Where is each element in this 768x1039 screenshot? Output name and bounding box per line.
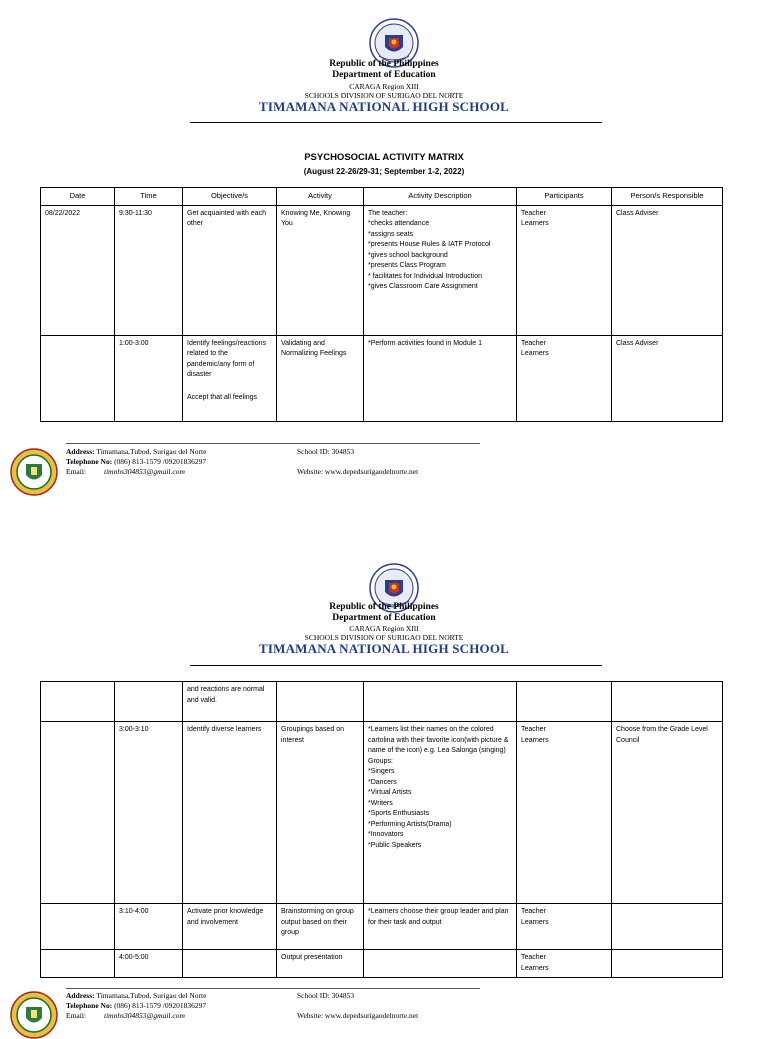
document-subtitle: (August 22-26/29-31; September 1-2, 2022) [303, 167, 465, 176]
header-date: Date [41, 188, 115, 206]
cell-responsible [612, 904, 723, 950]
cell-date [41, 722, 115, 904]
cell-participants: Teacher Learners [517, 722, 612, 904]
footer-website: Website: www.depedsurigaodelnorte.net [297, 1011, 419, 1020]
footer-school-id: School ID: 304853 [297, 447, 355, 456]
header-divider [190, 665, 602, 666]
footer-website: Website: www.depedsurigaodelnorte.net [297, 467, 419, 476]
cell-objective [183, 950, 277, 978]
cell-time [115, 682, 183, 722]
table-row [41, 335, 723, 421]
cell-participants: Teacher Learners [517, 904, 612, 950]
cell-time: 9:30-11:30 [115, 205, 183, 335]
footer-telephone: Telephone No: (086) 813-1579 /09201836297 [66, 1001, 207, 1010]
cell-objective: Activate prior knowledge and involvement [183, 904, 277, 950]
table-row [41, 950, 723, 978]
cell-responsible [612, 682, 723, 722]
school-name: TIMAMANA NATIONAL HIGH SCHOOL [258, 99, 510, 114]
school-seal-logo [10, 448, 58, 496]
footer-school-id: School ID: 304853 [297, 991, 355, 1000]
cell-responsible: Class Adviser [612, 205, 723, 335]
cell-activity: Output presentation [277, 950, 364, 978]
footer-divider [66, 988, 480, 989]
cell-time: 3:00-3:10 [115, 722, 183, 904]
header-divider [190, 122, 602, 123]
document-title: PSYCHOSOCIAL ACTIVITY MATRIX [304, 152, 464, 163]
department-text: Department of Education [332, 613, 436, 623]
school-name: TIMAMANA NATIONAL HIGH SCHOOL [258, 641, 510, 656]
cell-participants: Teacher Learners [517, 335, 612, 421]
cell-date [41, 950, 115, 978]
cell-description [364, 682, 517, 722]
cell-activity: Knowing Me, Knowing You [277, 205, 364, 335]
republic-text: Republic of the Philippines [329, 602, 439, 612]
cell-objective: Identify diverse learners [183, 722, 277, 904]
department-text: Department of Education [332, 70, 436, 80]
cell-activity [277, 682, 364, 722]
cell-description: The teacher: *checks attendance *assigns seats *presents House Rules & IATF Protocol *gives school background *presents Class Program * facilitates for Individual Introduction *gives Classroom Care Assignment [364, 205, 517, 335]
region-text: CARAGA Region XIII [349, 624, 419, 633]
republic-text: Republic of the Philippines [329, 59, 439, 69]
header-time: Time [115, 188, 183, 206]
division-text: SCHOOLS DIVISION OF SURIGAO DEL NORTE [304, 91, 464, 100]
cell-description: *Perform activities found in Module 1 [364, 335, 517, 421]
cell-participants: Teacher Learners [517, 950, 612, 978]
cell-date [41, 904, 115, 950]
cell-responsible [612, 950, 723, 978]
cell-participants [517, 682, 612, 722]
region-text: CARAGA Region XIII [349, 82, 419, 91]
division-text: SCHOOLS DIVISION OF SURIGAO DEL NORTE [304, 633, 464, 642]
cell-date [41, 682, 115, 722]
header-activity: Activity [277, 188, 364, 206]
header-objectives: Objective/s [183, 188, 277, 206]
cell-activity: Groupings based on interest [277, 722, 364, 904]
footer-email: Email: timnhs304853@gmail.com [66, 467, 185, 476]
cell-objective: Get acquainted with each other [183, 205, 277, 335]
document-page-2 [0, 545, 768, 1024]
footer-telephone: Telephone No: (086) 813-1579 /09201836297 [66, 457, 207, 466]
activity-matrix-table [40, 187, 723, 422]
table-row [41, 682, 723, 722]
cell-participants: Teacher Learners [517, 205, 612, 335]
cell-activity: Validating and Normalizing Feelings [277, 335, 364, 421]
footer-address: Address: Timamana,Tubod, Surigao del Norte [66, 991, 207, 1000]
table-row [41, 722, 723, 904]
cell-responsible: Class Adviser [612, 335, 723, 421]
cell-time: 1:00-3:00 [115, 335, 183, 421]
cell-date: 08/22/2022 [41, 205, 115, 335]
school-seal-logo [10, 991, 58, 1039]
header-participants: Participants [517, 188, 612, 206]
cell-time: 3:10-4:00 [115, 904, 183, 950]
cell-description: *Learners choose their group leader and plan for their task and output [364, 904, 517, 950]
cell-date [41, 335, 115, 421]
cell-objective: Identify feelings/reactions related to the pandemic/any form of disaster Accept that all feelings [183, 335, 277, 421]
table-header-row [41, 188, 723, 206]
footer-divider [66, 443, 480, 444]
table-row [41, 205, 723, 335]
cell-responsible: Choose from the Grade Level Council [612, 722, 723, 904]
cell-description: *Learners list their names on the colored cartolina with their favorite icon(with picture & name of the icon) e.g. Lea Salonga (singing) Groups: *Singers *Dancers *Virtual Artists *Writers *Sports Enthusiasts *Performing Artists(Drama) *Innovators *Public Speakers [364, 722, 517, 904]
activity-matrix-table-continued [40, 681, 723, 978]
footer-email: Email: timnhs304853@gmail.com [66, 1011, 185, 1020]
cell-description [364, 950, 517, 978]
cell-time: 4:00-5:00 [115, 950, 183, 978]
table-row [41, 904, 723, 950]
header-persons-responsible: Person/s Responsible [612, 188, 723, 206]
footer-address: Address: Timamana,Tubod, Surigao del Norte [66, 447, 207, 456]
cell-activity: Brainstorming on group output based on their group [277, 904, 364, 950]
cell-objective: and reactions are normal and valid. [183, 682, 277, 722]
header-activity-description: Activity Description [364, 188, 517, 206]
